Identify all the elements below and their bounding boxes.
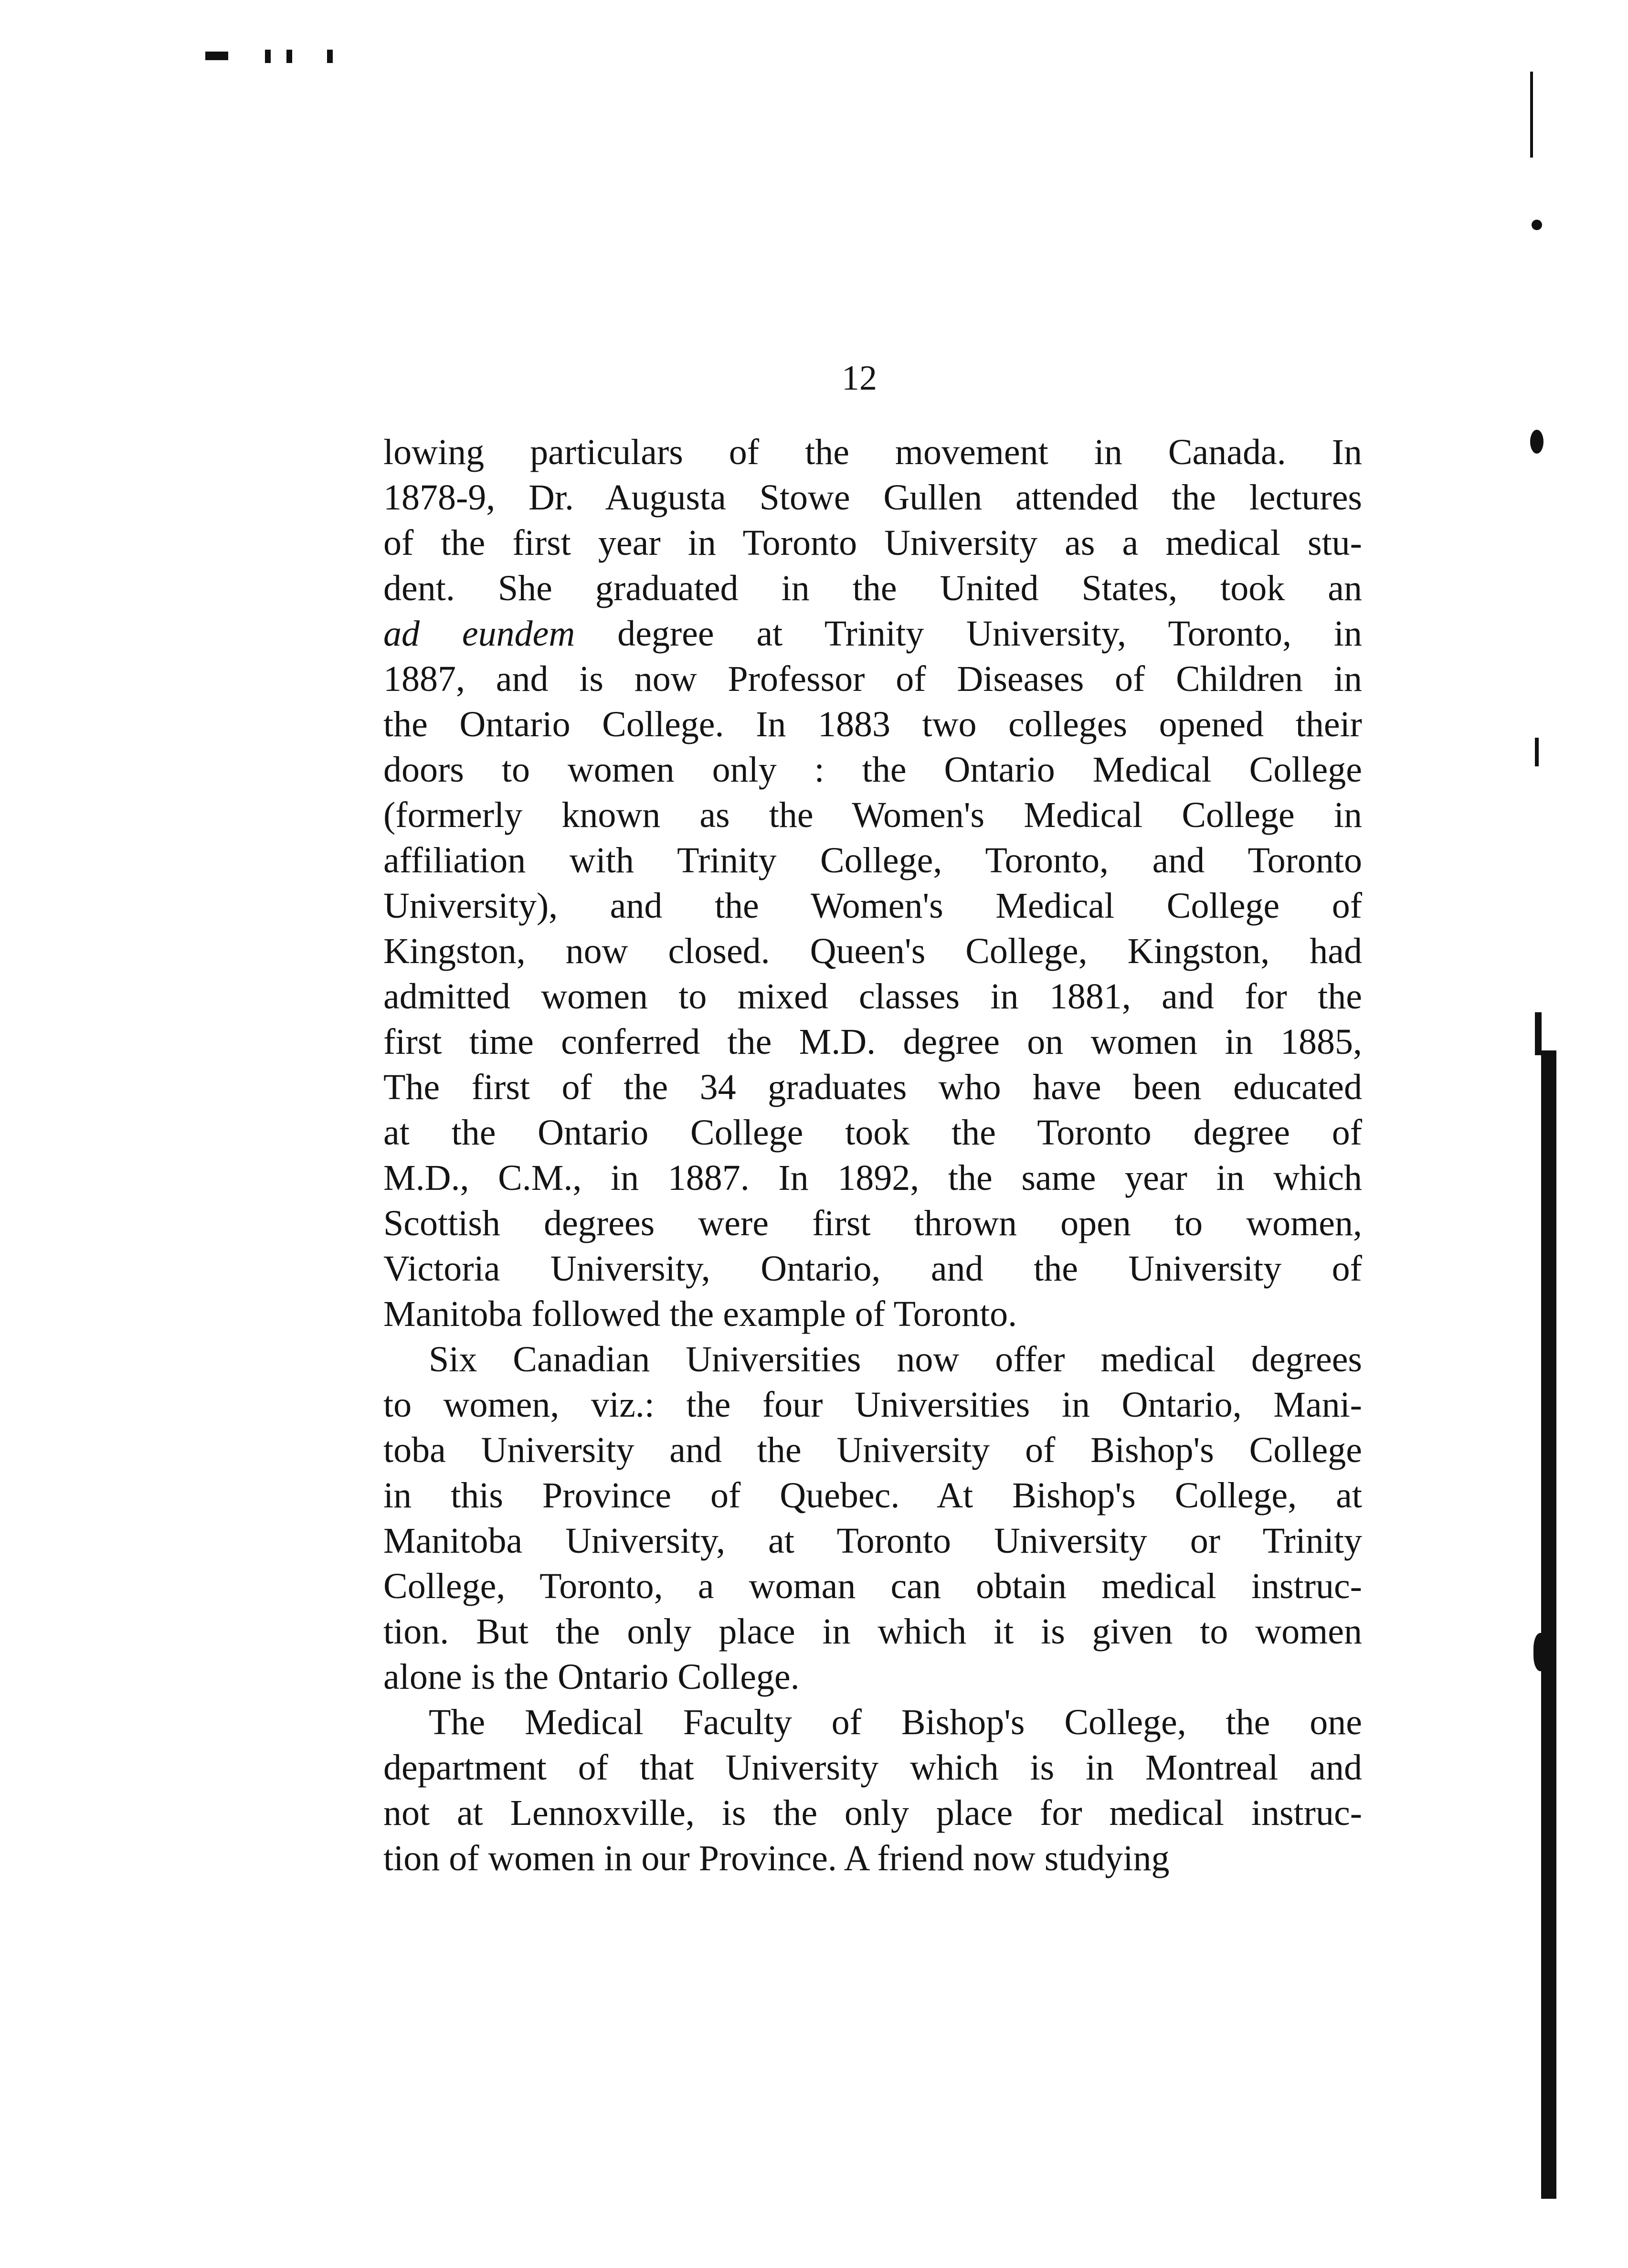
page-number: 12 [842, 359, 877, 398]
text-line: admitted women to mixed classes in 1881, and for the [383, 976, 1362, 1017]
text-line: toba University and the University of Bishop's College [383, 1430, 1362, 1470]
text-line: in this Province of Quebec. At Bishop's College, at [383, 1475, 1362, 1516]
text-line: ad eundem degree at Trinity University, Toronto, in [383, 614, 1362, 654]
text-line: (formerly known as the Women's Medical College in [383, 795, 1362, 835]
text-line: Kingston, now closed. Queen's College, Kingston, had [383, 931, 1362, 971]
text-line: Six Canadian Universities now offer medical degrees [429, 1339, 1362, 1379]
scan-mark [1533, 1633, 1551, 1671]
scan-mark [205, 52, 228, 60]
text-line: tion. But the only place in which it is given to women [383, 1611, 1362, 1652]
scan-mark [265, 50, 271, 63]
text-line: doors to women only : the Ontario Medical College [383, 750, 1362, 790]
paragraph [383, 430, 1362, 1337]
paragraph [383, 1337, 1362, 1700]
scan-mark [1530, 430, 1543, 454]
text-line: dent. She graduated in the United States, took an [383, 568, 1362, 608]
text-line: not at Lennoxville, is the only place for medical instruc- [383, 1793, 1362, 1833]
text-line: the Ontario College. In 1883 two colleges opened their [383, 704, 1362, 744]
text-line: Scottish degrees were first thrown open to women, [383, 1203, 1362, 1243]
body-text [383, 430, 1362, 1881]
text-line: department of that University which is in Montreal and [383, 1748, 1362, 1788]
text-line: at the Ontario College took the Toronto degree of [383, 1113, 1362, 1153]
scan-bar [1541, 1050, 1556, 2199]
scan-mark [1530, 72, 1533, 158]
text-line: College, Toronto, a woman can obtain medical instruc- [383, 1566, 1362, 1606]
scan-mark [327, 50, 333, 63]
text-line: to women, viz.: the four Universities in Ontario, Mani- [383, 1385, 1362, 1425]
paragraph [383, 1700, 1362, 1881]
text-line: Manitoba University, at Toronto University or Trinity [383, 1521, 1362, 1561]
scan-mark [1532, 220, 1542, 230]
text-line: lowing particulars of the movement in Canada. In [383, 432, 1362, 472]
text-line: 1887, and is now Professor of Diseases of Children in [383, 659, 1362, 699]
text-line: of the first year in Toronto University as a medical stu- [383, 523, 1362, 563]
text-line: University), and the Women's Medical College of [383, 886, 1362, 926]
scan-mark [1535, 738, 1539, 766]
text-line: tion of women in our Province. A friend now studying [383, 1838, 1170, 1878]
text-line: Victoria University, Ontario, and the University of [383, 1249, 1362, 1289]
text-line: alone is the Ontario College. [383, 1657, 800, 1697]
text-line: The first of the 34 graduates who have been educated [383, 1067, 1362, 1107]
text-line: M.D., C.M., in 1887. In 1892, the same year in which [383, 1158, 1362, 1198]
text-line: affiliation with Trinity College, Toronto, and Toronto [383, 840, 1362, 880]
text-line: Manitoba followed the example of Toronto. [383, 1294, 1017, 1334]
scan-mark [1535, 1012, 1542, 1055]
scan-mark [286, 50, 292, 63]
text-line: first time conferred the M.D. degree on women in 1885, [383, 1022, 1362, 1062]
text-line: 1878-9, Dr. Augusta Stowe Gullen attended the lectures [383, 477, 1362, 518]
text-line: The Medical Faculty of Bishop's College, the one [429, 1702, 1362, 1742]
